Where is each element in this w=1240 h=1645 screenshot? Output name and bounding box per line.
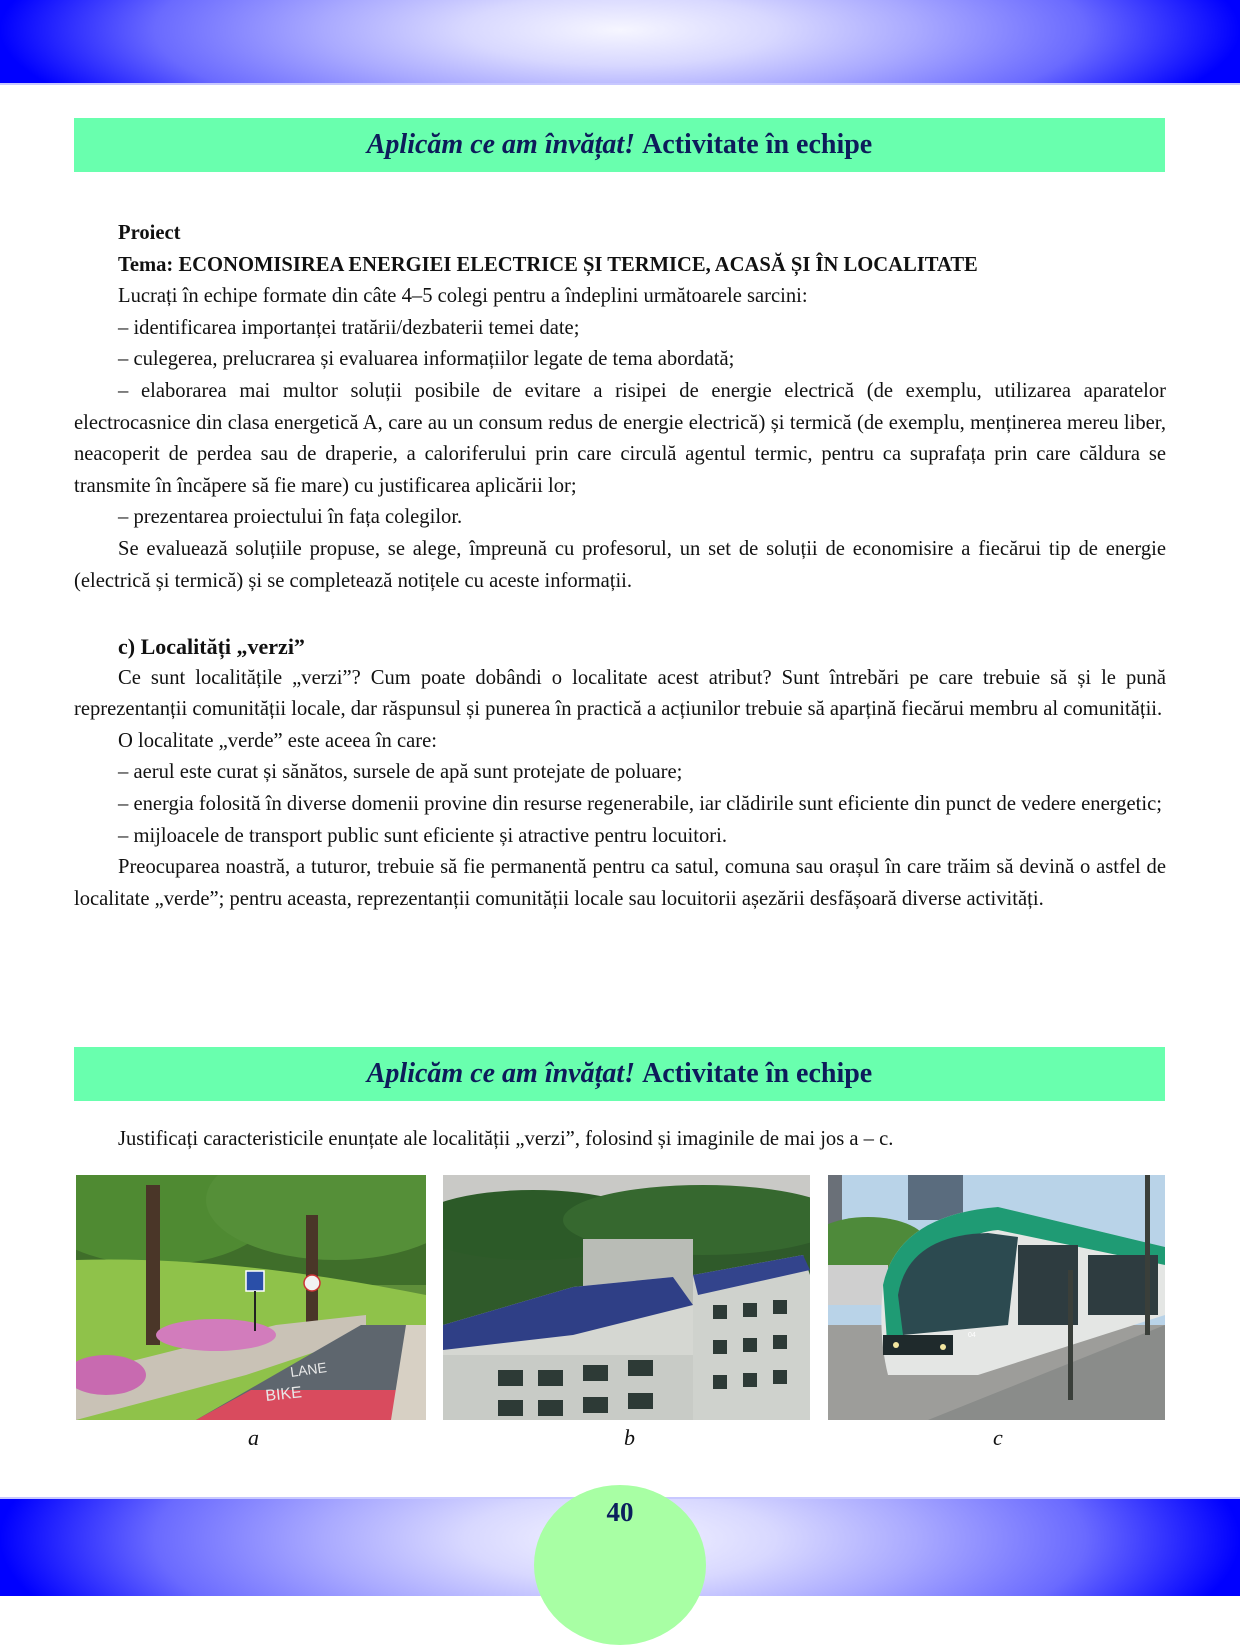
page-number-badge — [534, 1485, 706, 1645]
instruction-text: Justificați caracteristicile enunțate ale localității „verzi”, folosind și imaginile de mai jos a – c. — [118, 1128, 894, 1150]
task-item: – culegerea, prelucrarea și evaluarea informațiilor legate de tema abordată; — [118, 348, 735, 371]
activity-banner — [74, 1047, 1165, 1101]
bike-road-text: BIKE — [264, 1384, 303, 1405]
banner-bold-text: Activitate în echipe — [642, 1058, 873, 1089]
project-title: Proiect — [118, 222, 181, 244]
header-gradient-band — [0, 0, 1240, 85]
figure-caption-b: b — [624, 1425, 635, 1450]
banner-bold-text: Activitate în echipe — [642, 129, 873, 160]
figure-caption-a: a — [248, 1425, 259, 1450]
section-paragraph: Preocuparea noastră, a tuturor, trebuie să fie permanentă pentru ca satul, comuna sau orașul în care trăim să devină o astfel de localitate „verde”; pentru aceasta, reprezentanții comunității locale sau locuitorii așezării desfășoară diverse activități. — [74, 856, 1166, 910]
project-section — [74, 218, 1166, 597]
project-theme: Tema: ECONOMISIREA ENERGIEI ELECTRICE ȘI TERMICE, ACASĂ ȘI ÎN LOCALITATE — [118, 253, 978, 276]
photo-tram — [828, 1175, 1165, 1420]
section-heading: c) Localități „verzi” — [118, 634, 305, 659]
project-evaluation: Se evaluează soluțiile propuse, se alege, împreună cu profesorul, un set de soluții de economisire a fiecărui tip de energie (electrică și termică) și se completează notițele cu aceste informații. — [74, 537, 1166, 592]
task-item: – elaborarea mai multor soluții posibile de evitare a risipei de energie electrică (de exemplu, utilizarea aparatelor electrocasnice din clasa energetică A, care au un consum redus de energie electrică) și termică (de exemplu, menținerea mereu liber, neacoperit de perdea sau de draperie, a caloriferului prin care circulă agentul termic, pentru ca suprafața prin care căldura se transmite în încăpere să fie mare) cu justificarea aplicării lor; — [74, 379, 1166, 497]
section-paragraph: Ce sunt localitățile „verzi”? Cum poate dobândi o localitate acest atribut? Sunt întrebări pe care trebuie să și le pună reprezentanții comunității locale, dar răspunsul și punerea în practică a acțiunilor trebuie să aparțină fiecărui membru al comunității. — [74, 666, 1166, 721]
definition-intro: O localitate „verde” este aceea în care: — [118, 729, 437, 752]
figure-caption-c: c — [993, 1425, 1003, 1450]
photo-solar-buildings — [443, 1175, 810, 1420]
criteria-item: – energia folosită în diverse domenii provine din resurse regenerabile, iar clădirile sunt eficiente din punct de vedere energetic; — [118, 792, 1162, 815]
green-localities-section — [74, 631, 1166, 915]
lane-road-text: LANE — [289, 1359, 328, 1380]
banner-italic-text: Aplicăm ce am învățat! — [366, 1058, 636, 1089]
task-item: – prezentarea proiectului în fața colegilor. — [118, 506, 463, 529]
banner-italic-text: Aplicăm ce am învățat! — [366, 129, 636, 160]
project-intro: Lucrați în echipe formate din câte 4–5 colegi pentru a îndeplini următoarele sarcini: — [118, 285, 808, 308]
photo-bike-lane — [76, 1175, 426, 1420]
activity-instruction — [74, 1124, 1166, 1156]
page-number: 40 — [606, 1497, 634, 1527]
activity-banner — [74, 118, 1165, 172]
task-item: – identificarea importanței tratării/dezbaterii temei date; — [118, 316, 580, 339]
criteria-item: – mijloacele de transport public sunt eficiente și atractive pentru locuitori. — [118, 824, 728, 847]
criteria-item: – aerul este curat și sănătos, sursele de apă sunt protejate de poluare; — [118, 761, 683, 784]
tram-number: 04 — [968, 1332, 976, 1339]
